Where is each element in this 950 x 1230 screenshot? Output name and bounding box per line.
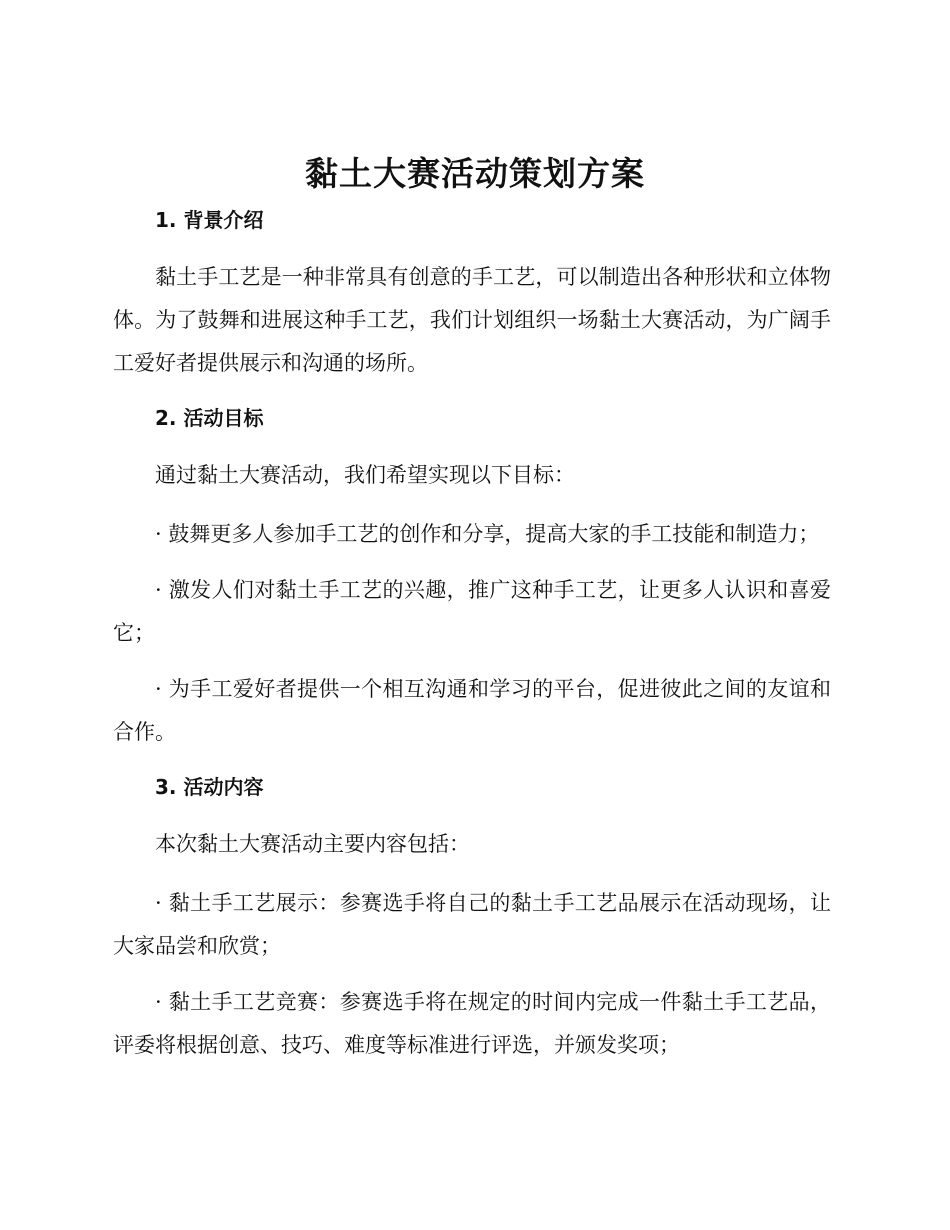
- bullet-item: · 鼓舞更多人参加手工艺的创作和分享，提高大家的手工技能和制造力；: [155, 522, 820, 546]
- section-heading: 2. 活动目标: [155, 406, 264, 430]
- bullet-item: · 激发人们对黏土手工艺的兴趣，推广这种手工艺，让更多人认识和喜爱它；: [113, 578, 831, 645]
- document-title: 黏土大赛活动策划方案: [305, 154, 645, 193]
- bullet-item: · 黏土手工艺展示：参赛选手将自己的黏土手工艺品展示在活动现场，让大家品尝和欣赏；: [113, 891, 831, 958]
- paragraph: 黏土手工艺是一种非常具有创意的手工艺，可以制造出各种形状和立体物体。为了鼓舞和进展这种手工艺，我们计划组织一场黏土大赛活动，为广阔手工爱好者提供展示和沟通的场所。: [113, 265, 831, 375]
- section-heading: 1. 背景介绍: [155, 208, 264, 232]
- document-body: [113, 200, 831, 1080]
- section-heading: 3. 活动内容: [155, 775, 264, 799]
- paragraph: 本次黏土大赛活动主要内容包括：: [155, 832, 470, 856]
- bullet-item: · 为手工爱好者提供一个相互沟通和学习的平台，促进彼此之间的友谊和合作。: [113, 677, 831, 744]
- section-goals: [113, 398, 831, 754]
- section-background: [113, 200, 831, 385]
- section-content: [113, 767, 831, 1067]
- bullet-item: · 黏土手工艺竞赛：参赛选手将在规定的时间内完成一件黏土手工艺品，评委将根据创意、技巧、难度等标准进行评选，并颁发奖项；: [113, 990, 831, 1057]
- paragraph: 通过黏土大赛活动，我们希望实现以下目标：: [155, 463, 575, 487]
